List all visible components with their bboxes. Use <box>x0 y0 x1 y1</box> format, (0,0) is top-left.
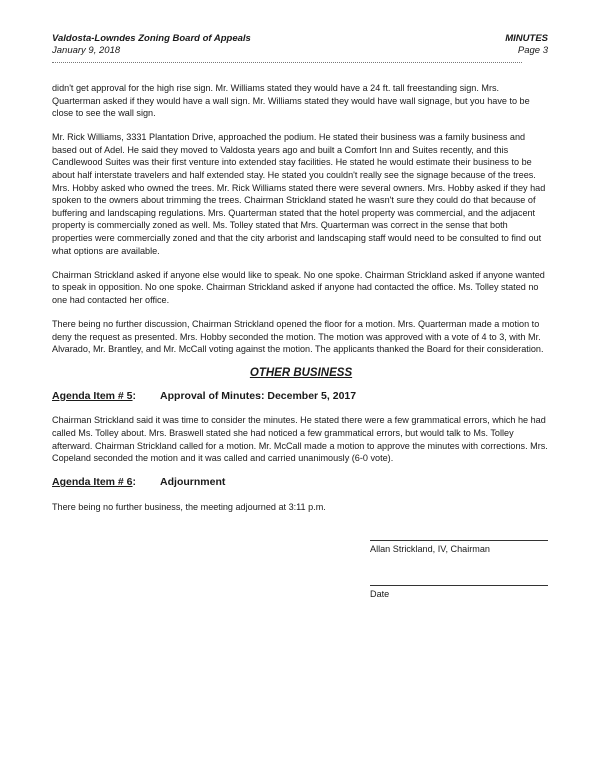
document-body <box>52 82 550 525</box>
paragraph: There being no further business, the meeting adjourned at 3:11 p.m. <box>52 501 326 512</box>
agenda-label: Agenda Item # 5 <box>52 389 133 402</box>
section-heading: OTHER BUSINESS <box>249 367 353 380</box>
paragraph: Chairman Strickland said it was time to consider the minutes. He stated there were a few grammatical errors, which he had called Ms. Tolley about. Mrs. Braswell stated she had noticed a few grammatical errors, but would talk to Ms. Tolley afterward. Chairman Strickland called for a motion. Mr. McCall made a motion to approve the minutes with corrections. Mrs. Copeland seconded the motion and it was called and carried unanimously (6-0 vote). <box>52 415 548 464</box>
header-row-2 <box>52 45 548 56</box>
org-name: Valdosta-Lowndes Zoning Board of Appeals <box>52 33 251 44</box>
agenda-title: Adjournment <box>160 476 226 489</box>
paragraph: Chairman Strickland asked if anyone else would like to speak. No one spoke. Chairman Strickland asked if anyone wanted to speak in opposition. No one spoke. Chairman Strickland asked if anyone had contacted the office. Ms. Tolley stated no one had contacted her office. <box>52 269 545 305</box>
chairman-signature-line <box>370 540 548 554</box>
date-signature-line <box>370 585 548 599</box>
meeting-date: January 9, 2018 <box>52 45 121 56</box>
doc-type: MINUTES <box>505 33 548 44</box>
agenda-item-6-heading: Agenda Item # 6: Adjournment <box>52 476 226 489</box>
paragraph: There being no further discussion, Chairman Strickland opened the floor for a motion. Mrs. Quarterman made a motion to deny the request as presented. Mrs. Hobby seconded the motion. The motion was approved with a vote of 4 to 3, with Mr. Alvarado, Mr. Brantley, and Mr. McCall voting against the motion. The applicants thanked the Board for their consideration. <box>52 319 544 355</box>
paragraph: Mr. Rick Williams, 3331 Plantation Drive, approached the podium. He stated their business was a family business and based out of Adel. He said they moved to Valdosta years ago and built a Comfort Inn and Suites recently, and this Candlewood Suites was their first venture into extended stay facilities. He stated he would estimate their business to be about half interstate travelers and half extended stay. He stated you couldn't really see the signage because of the trees. Mrs. Hobby asked who owned the trees. Mr. Rick Williams stated there were several owners. Mrs. Hobby asked if they had spoken to the owners about trimming the trees. Chairman Strickland stated he wasn't sure they could do that because of buffering and landscaping regulations. Mrs. Quarterman stated that the hotel property was commercial, and the adjacent property is commercially zoned as well. Ms. Tolley stated that Mrs. Quarterman was correct in the sense that both properties were commercially zoned and that the city arborist and landscaping staff would need to be consulted to find out what options are available. <box>52 132 546 256</box>
header-divider <box>52 62 522 63</box>
agenda-title: Approval of Minutes: December 5, 2017 <box>160 389 357 402</box>
date-label: Date <box>370 589 390 599</box>
header-row-1 <box>52 33 548 44</box>
signer-name: Allan Strickland, IV, Chairman <box>370 544 490 554</box>
agenda-label: Agenda Item # 6 <box>52 476 133 489</box>
paragraph: didn't get approval for the high rise sign. Mr. Williams stated they would have a 24 ft. tall freestanding sign. Mrs. Quarterman asked if they would have a wall sign. Mr. Williams stated they would have wall signage, but you have to be close to see the wall sign. <box>52 83 530 119</box>
page-number: Page 3 <box>517 45 548 56</box>
agenda-item-5-heading: Agenda Item # 5: Approval of Minutes: December 5, 2017 <box>52 389 357 402</box>
